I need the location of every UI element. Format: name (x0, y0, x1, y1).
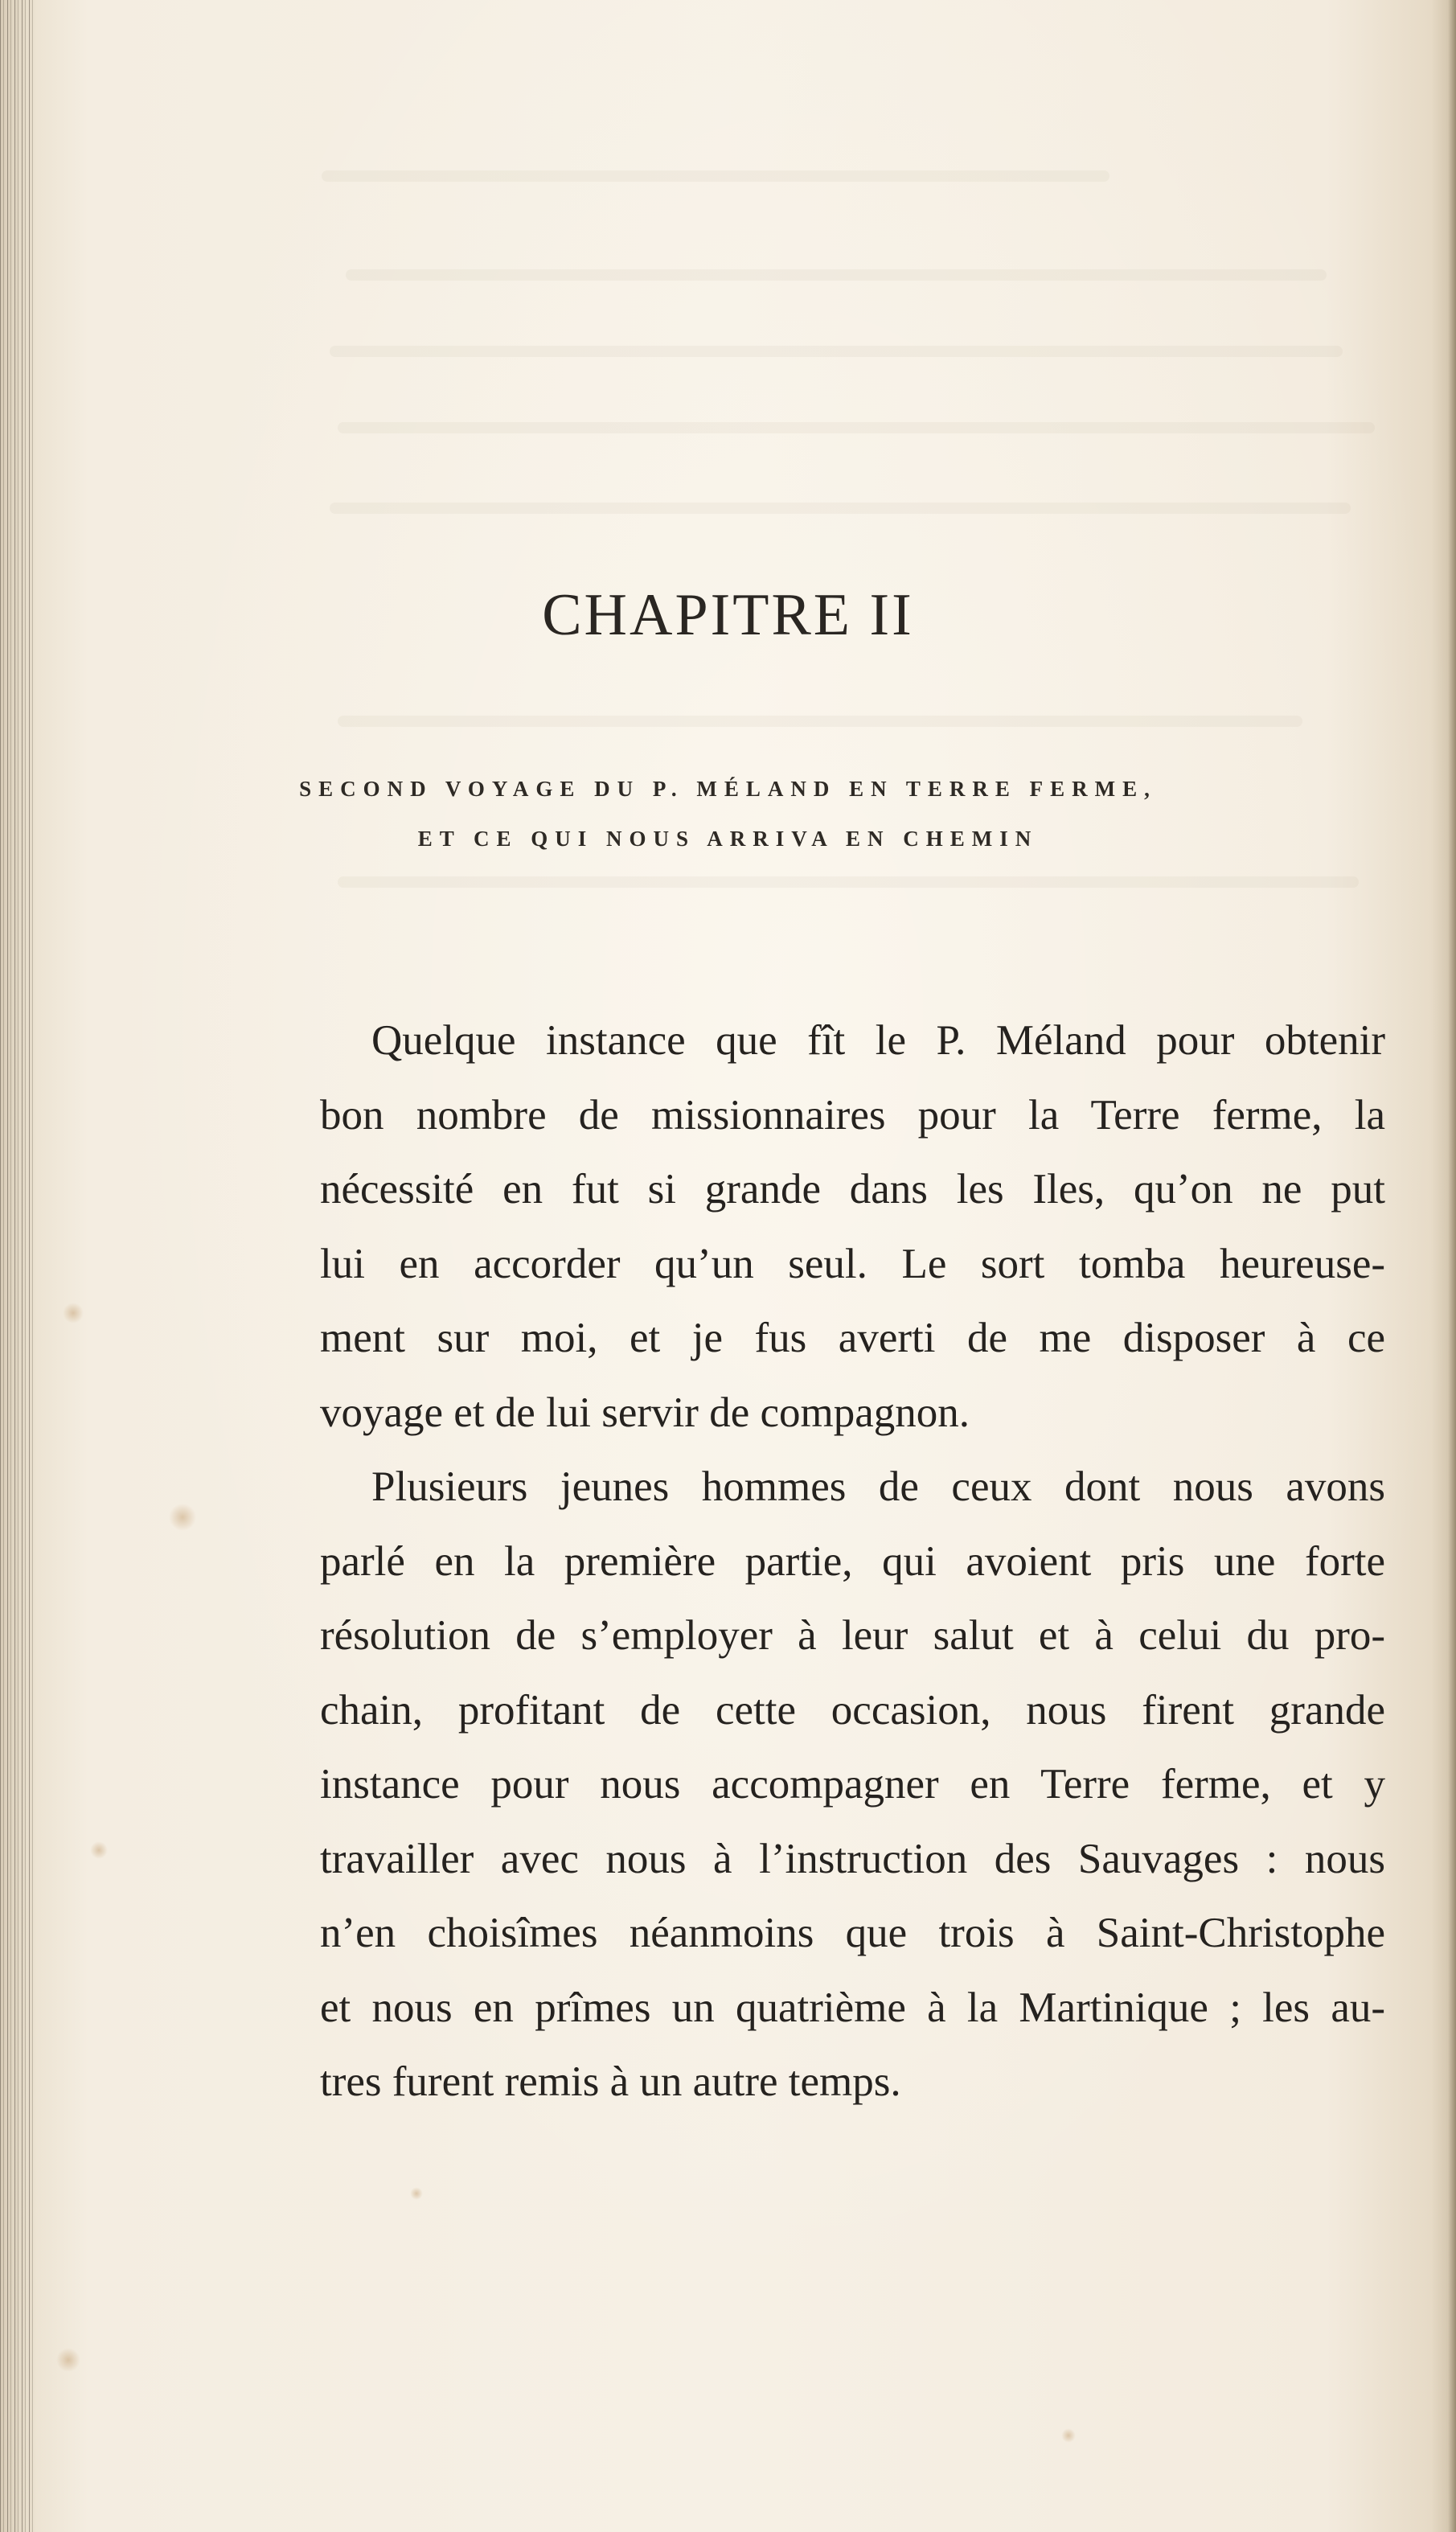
foxing-spot (56, 2348, 80, 2372)
foxing-spot (63, 1303, 84, 1323)
text-line: bon nombre de missionnaires pour la Terre ferme, la (320, 1091, 1385, 1139)
text-line: instance pour nous accompagner en Terre ferme, et y (320, 1761, 1385, 1808)
text-line: tres furent remis à un autre temps. (320, 2058, 901, 2105)
show-through-mark (346, 269, 1327, 281)
foxing-spot (169, 1504, 196, 1531)
page-edge-shadow (1448, 0, 1456, 2532)
show-through-mark (338, 422, 1375, 433)
body-text (320, 1003, 1385, 2120)
text-line: lui en accorder qu’un seul. Le sort tomba heureuse- (320, 1240, 1385, 1287)
text-line: et nous en prîmes un quatrième à la Martinique ; les au- (320, 1984, 1385, 2031)
show-through-mark (322, 170, 1109, 182)
text-line: ment sur moi, et je fus averti de me disposer à ce (320, 1315, 1385, 1361)
text-line: n’en choisîmes néanmoins que trois à Saint-Christophe (320, 1910, 1385, 1956)
text-line: voyage et de lui servir de compagnon. (320, 1389, 970, 1436)
foxing-spot (1061, 2428, 1076, 2443)
text-line: chain, profitant de cette occasion, nous firent grande (320, 1686, 1385, 1734)
text-line: travailler avec nous à l’instruction des Sauvages : nous (320, 1835, 1385, 1882)
text-line: Plusieurs jeunes hommes de ceux dont nous avons (371, 1463, 1385, 1510)
text-line: nécessité en fut si grande dans les Iles, qu’on ne put (320, 1166, 1385, 1213)
foxing-spot (410, 2187, 423, 2200)
show-through-mark (338, 876, 1359, 888)
show-through-mark (330, 503, 1351, 514)
chapter-subtitle-line-1: SECOND VOYAGE DU P. MÉLAND EN TERRE FERME, (299, 777, 1157, 801)
chapter-subtitle-line-2: ET CE QUI NOUS ARRIVA EN CHEMIN (417, 827, 1039, 851)
text-line: résolution de s’employer à leur salut et à celui du pro- (320, 1612, 1385, 1659)
foxing-spot (90, 1841, 108, 1859)
show-through-mark (330, 346, 1343, 357)
chapter-title: CHAPITRE II (542, 582, 914, 648)
text-line: parlé en la première partie, qui avoient pris une forte (320, 1537, 1385, 1585)
text-line: Quelque instance que fît le P. Méland pour obtenir (371, 1017, 1385, 1064)
binding-edge (0, 0, 35, 2532)
show-through-mark (338, 716, 1302, 727)
